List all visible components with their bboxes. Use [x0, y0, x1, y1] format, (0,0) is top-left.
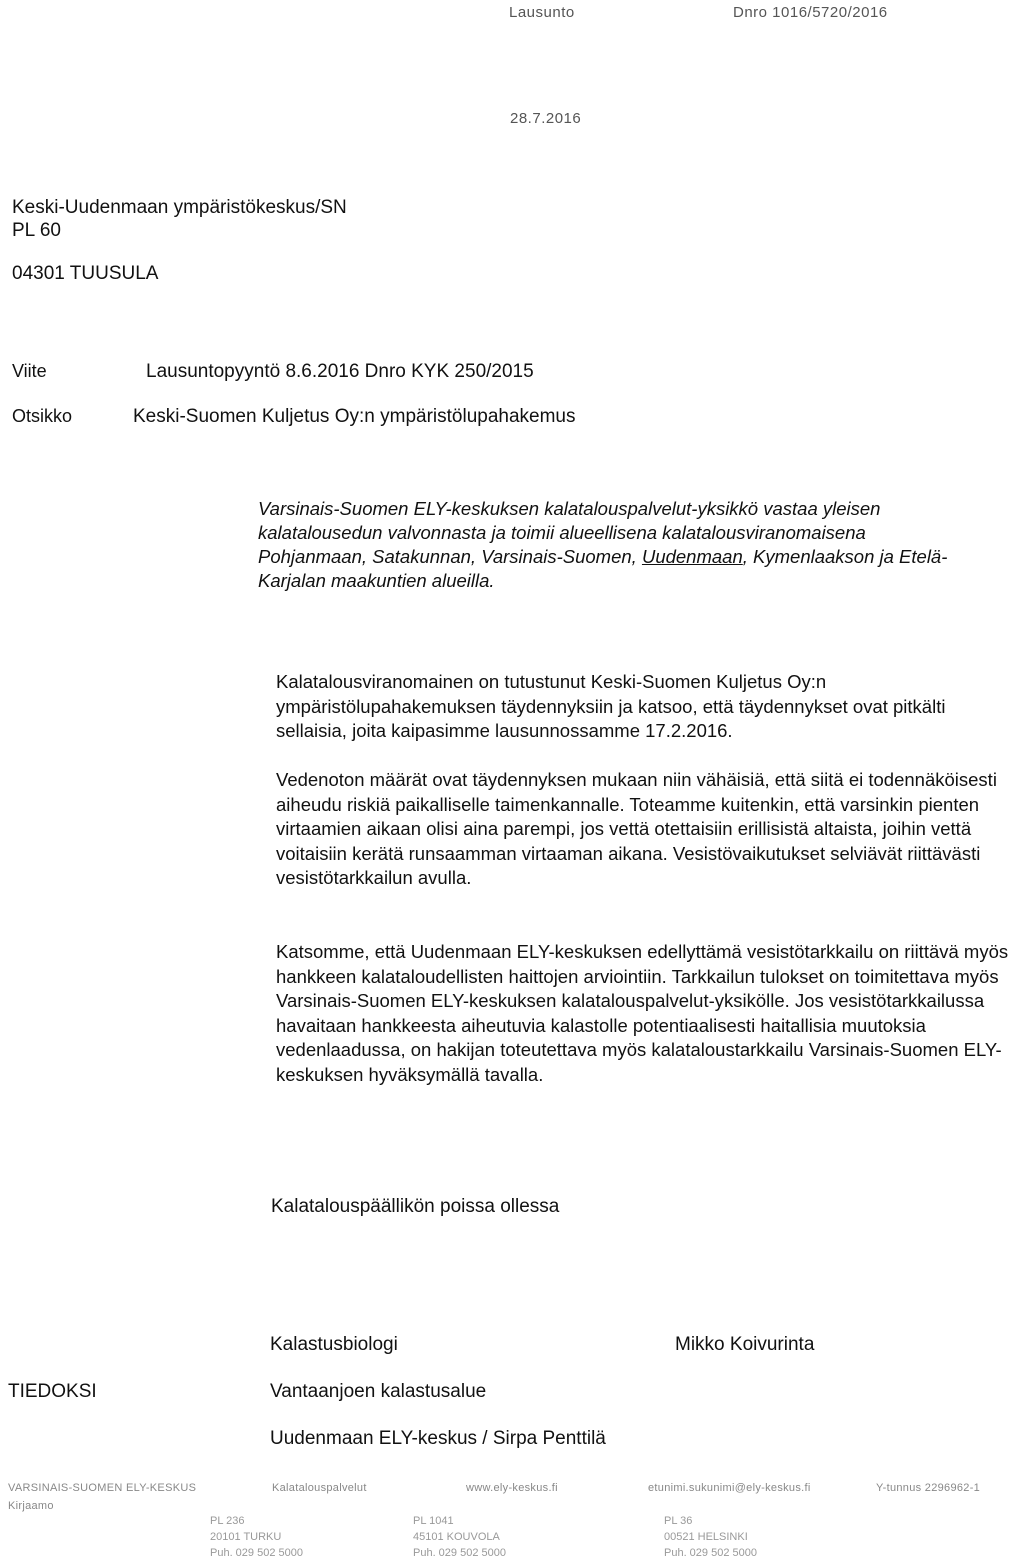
body-paragraph-2 [276, 768, 1016, 891]
doc-number: Dnro 1016/5720/2016 [733, 4, 888, 21]
doc-type: Lausunto [509, 4, 575, 21]
subject-value: Keski-Suomen Kuljetus Oy:n ympäristölupahakemus [133, 406, 576, 427]
intro-underlined: Uudenmaan [641, 546, 743, 567]
footer-address-helsinki [664, 1513, 757, 1561]
recipient-city: 04301 TUUSULA [12, 263, 159, 284]
subject-label: Otsikko [12, 406, 73, 426]
signer-name: Mikko Koivurinta [675, 1334, 815, 1355]
footer-web: www.ely-keskus.fi [466, 1482, 558, 1494]
footer-line: 20101 TURKU [210, 1531, 282, 1543]
footer-ytunnus: Y-tunnus 2296962-1 [876, 1482, 981, 1494]
footer-address-turku [210, 1513, 303, 1561]
footer-line: 45101 KOUVOLA [413, 1531, 500, 1543]
intro-text-2: , Kymenlaakson ja Etelä-Karjalan maakuntien alueilla. [258, 546, 948, 591]
absence-note: Kalatalouspäällikön poissa ollessa [271, 1196, 560, 1217]
footer-line: PL 36 [664, 1515, 693, 1527]
body-text-1: Kalatalousviranomainen on tutustunut Keski-Suomen Kuljetus Oy:n ympäristölupahakemuksen täydennyksiin ja katsoo, että täydennykset ovat pitkälti sellaisia, joita kaipasimme lausunnossamme 17.2.2016. [276, 671, 946, 741]
footer-line: PL 236 [210, 1515, 245, 1527]
body-text-3: Katsomme, että Uudenmaan ELY-keskuksen edellyttämä vesistötarkkailu on riittävä myös hankkeen kalataloudellisten haittojen arviointiin. Tarkkailun tulokset on toimitettava myös Varsinais-Suomen ELY-keskuksen kalatalouspalvelut-yksikölle. Jos vesistötarkkailussa havaitaan hankkeesta aiheutuvia kalastolle potentiaalisesti haitallisia muutoksia vedenlaadussa, on hakijan toteutettava myös kalataloustarkkailu Varsinais-Suomen ELY-keskuksen hyväksymällä tavalla. [276, 941, 1009, 1085]
cc-recipient-1: Vantaanjoen kalastusalue [270, 1381, 487, 1402]
doc-date: 28.7.2016 [510, 110, 582, 127]
ref-label: Viite [12, 361, 47, 381]
footer-email: etunimi.sukunimi@ely-keskus.fi [648, 1482, 811, 1494]
footer-line: Puh. 029 502 5000 [413, 1547, 506, 1559]
footer-unit: Kalatalouspalvelut [272, 1482, 367, 1494]
footer-address-kouvola [413, 1513, 506, 1561]
body-paragraph-1 [276, 670, 1016, 744]
footer-org: VARSINAIS-SUOMEN ELY-KESKUS [8, 1482, 197, 1494]
recipient-name: Keski-Uudenmaan ympäristökeskus/SN [12, 197, 347, 218]
body-text-2: Vedenoton määrät ovat täydennyksen mukaan niin vähäisiä, että siitä ei todennäköisesti aiheudu riskiä paikalliselle taimenkannalle. Toteamme kuitenkin, että varsinkin pienten virtaamien aikaan olisi aina parempi, jos vettä otettaisiin erillisistä altaista, joihin vettä voitaisiin kerätä runsaamman virtaaman aikana. Vesistövaikutukset selviävät riittävästi vesistötarkkailun avulla. [276, 769, 997, 888]
body-paragraph-3 [276, 940, 1016, 1087]
footer-line: 00521 HELSINKI [664, 1531, 748, 1543]
ref-value: Lausuntopyyntö 8.6.2016 Dnro KYK 250/2015 [146, 361, 534, 382]
cc-recipient-2: Uudenmaan ELY-keskus / Sirpa Penttilä [270, 1428, 606, 1449]
footer-sub: Kirjaamo [8, 1500, 54, 1512]
cc-label: TIEDOKSI [8, 1381, 97, 1402]
footer-line: Puh. 029 502 5000 [664, 1547, 757, 1559]
recipient-pobox: PL 60 [12, 220, 61, 241]
footer-line: PL 1041 [413, 1515, 454, 1527]
intro-text-1: Varsinais-Suomen ELY-keskuksen kalatalouspalvelut-yksikkö vastaa yleisen kalatalousedun valvonnasta ja toimii alueellisena kalatalousviranomaisena Pohjanmaan, Satakunnan, Varsinais-Suomen, [258, 498, 881, 567]
intro-paragraph [258, 497, 978, 593]
signer-title: Kalastusbiologi [270, 1334, 398, 1355]
footer-line: Puh. 029 502 5000 [210, 1547, 303, 1559]
